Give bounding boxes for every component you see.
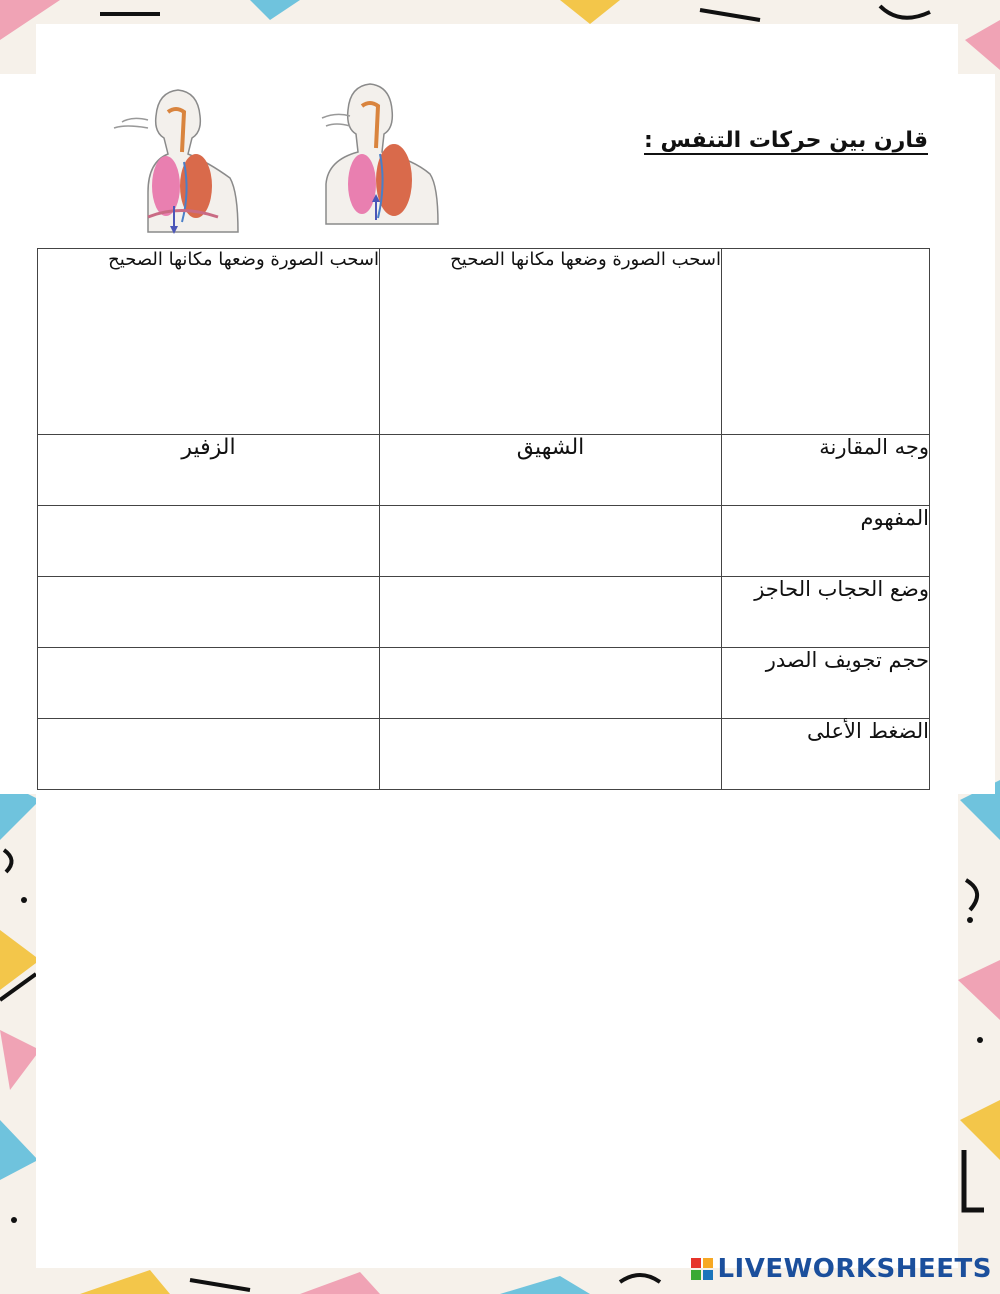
inhale-answer-cell[interactable] [380, 506, 722, 577]
row-label-diaphragm: وضع الحجاب الحاجز [722, 577, 930, 648]
empty-corner-cell [722, 249, 930, 435]
image-drop-row [38, 249, 930, 435]
inhale-column-header: الشهيق [380, 435, 722, 506]
inhale-answer-cell[interactable] [380, 719, 722, 790]
row-label-higher-pressure: الضغط الأعلى [722, 719, 930, 790]
table-row [38, 719, 930, 790]
inhale-answer-cell[interactable] [380, 648, 722, 719]
comparison-aspect-header: وجه المقارنة [722, 435, 930, 506]
table-row [38, 506, 930, 577]
logo-mark-icon [691, 1258, 713, 1280]
exhale-drop-instruction: اسحب الصورة وضعها مكانها الصحيح [108, 249, 379, 270]
inhale-image-drop-zone[interactable] [380, 249, 722, 435]
comparison-table [37, 248, 930, 790]
exhalation-diagram-icon[interactable] [108, 82, 242, 242]
row-label-concept: المفهوم [722, 506, 930, 577]
exhale-answer-cell[interactable] [38, 719, 380, 790]
table-row [38, 648, 930, 719]
exhale-image-drop-zone[interactable] [38, 249, 380, 435]
exhale-column-header: الزفير [38, 435, 380, 506]
inhale-answer-cell[interactable] [380, 577, 722, 648]
table-row [38, 577, 930, 648]
logo-text: LIVEWORKSHEETS [717, 1254, 992, 1284]
exhale-answer-cell[interactable] [38, 577, 380, 648]
inhalation-diagram-icon[interactable] [318, 74, 448, 234]
column-header-row [38, 435, 930, 506]
exhale-answer-cell[interactable] [38, 648, 380, 719]
exhale-answer-cell[interactable] [38, 506, 380, 577]
row-label-chest-volume: حجم تجويف الصدر [722, 648, 930, 719]
inhale-drop-instruction: اسحب الصورة وضعها مكانها الصحيح [450, 249, 721, 270]
worksheet-title: قارن بين حركات التنفس : [644, 128, 928, 153]
liveworksheets-logo [691, 1254, 992, 1284]
